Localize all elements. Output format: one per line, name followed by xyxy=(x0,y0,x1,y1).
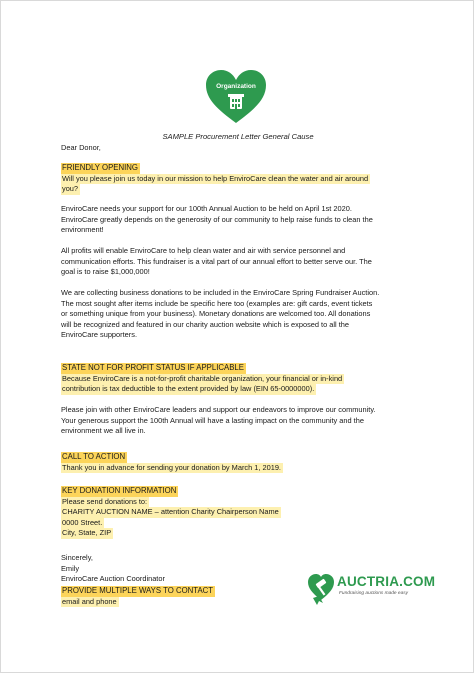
contact-heading: PROVIDE MULTIPLE WAYS TO CONTACT xyxy=(62,586,214,595)
key-donation-line: City, State, ZIP xyxy=(62,528,112,538)
paragraph-auction-support: EnviroCare needs your support for our 100th Annual Auction to be held on April 1st 2020. EnviroCare greatly depends on the generosity of our community to help raise funds to clean the environment! xyxy=(61,204,373,235)
friendly-opening-section xyxy=(61,163,431,195)
friendly-opening-line: you? xyxy=(62,184,79,194)
call-to-action-section xyxy=(61,452,431,473)
auctria-name: AUCTRIA.COM xyxy=(337,574,436,589)
auctria-logo xyxy=(307,572,437,606)
call-to-action-line: Thank you in advance for sending your donation by March 1, 2019. xyxy=(62,462,281,472)
paragraph-business-donations: We are collecting business donations to be included in the EnviroCare Spring Fundraiser Auction. The most sought after items include be specific here too (examples are: gift cards, event tickets or something unique from your business). Monetary donations are welcomed too. All donations will be recognized and featured in our charity auction website which is exposed to all the EnviroCare supporters. xyxy=(61,288,380,340)
contact-line: email and phone xyxy=(62,596,117,606)
key-donation-heading: KEY DONATION INFORMATION xyxy=(62,486,177,495)
paragraph-profits: All profits will enable EnviroCare to help clean water and air with service personnel and communication efforts. This fundraiser is a vital part of our annual effort to better serve our. The goal is to raise $1,000,000! xyxy=(61,246,372,277)
key-donation-section xyxy=(61,486,431,539)
key-donation-line: Please send donations to: xyxy=(62,496,148,506)
paragraph-join-leaders: Please join with other EnviroCare leaders and support our endeavors to improve our community. Your generous support the 100th Annual will have a lasting impact on the community and the environment we all live in. xyxy=(61,405,376,436)
salutation: Dear Donor, xyxy=(61,143,101,152)
heart-icon xyxy=(205,69,267,125)
auctria-gavel-heart-icon xyxy=(307,572,337,606)
nonprofit-heading: STATE NOT FOR PROFIT STATUS IF APPLICABLE xyxy=(62,363,244,372)
nonprofit-line: Because EnviroCare is a not-for-profit charitable organization, your financial or in-kind xyxy=(62,373,343,383)
closing-signature: Sincerely, Emily EnviroCare Auction Coordinator xyxy=(61,553,165,584)
friendly-opening-line: Will you please join us today in our mission to help EnviroCare clean the water and air around xyxy=(62,173,369,183)
organization-heart-logo xyxy=(205,69,267,125)
key-donation-line: 0000 Street. xyxy=(62,517,103,527)
key-donation-line: CHARITY AUCTION NAME – attention Charity Chairperson Name xyxy=(62,507,279,517)
nonprofit-status-section xyxy=(61,363,431,395)
building-icon xyxy=(228,94,244,109)
friendly-opening-heading: FRIENDLY OPENING xyxy=(62,163,138,172)
call-to-action-heading: CALL TO ACTION xyxy=(62,452,126,461)
logo-label: Organization xyxy=(216,83,256,90)
nonprofit-line: contribution is tax deductible to the extent provided by law (EIN 65-0000000). xyxy=(62,384,315,394)
letter-subtitle: SAMPLE Procurement Letter General Cause xyxy=(162,132,314,141)
auctria-tagline: Fundraising auctions made easy xyxy=(339,591,409,596)
